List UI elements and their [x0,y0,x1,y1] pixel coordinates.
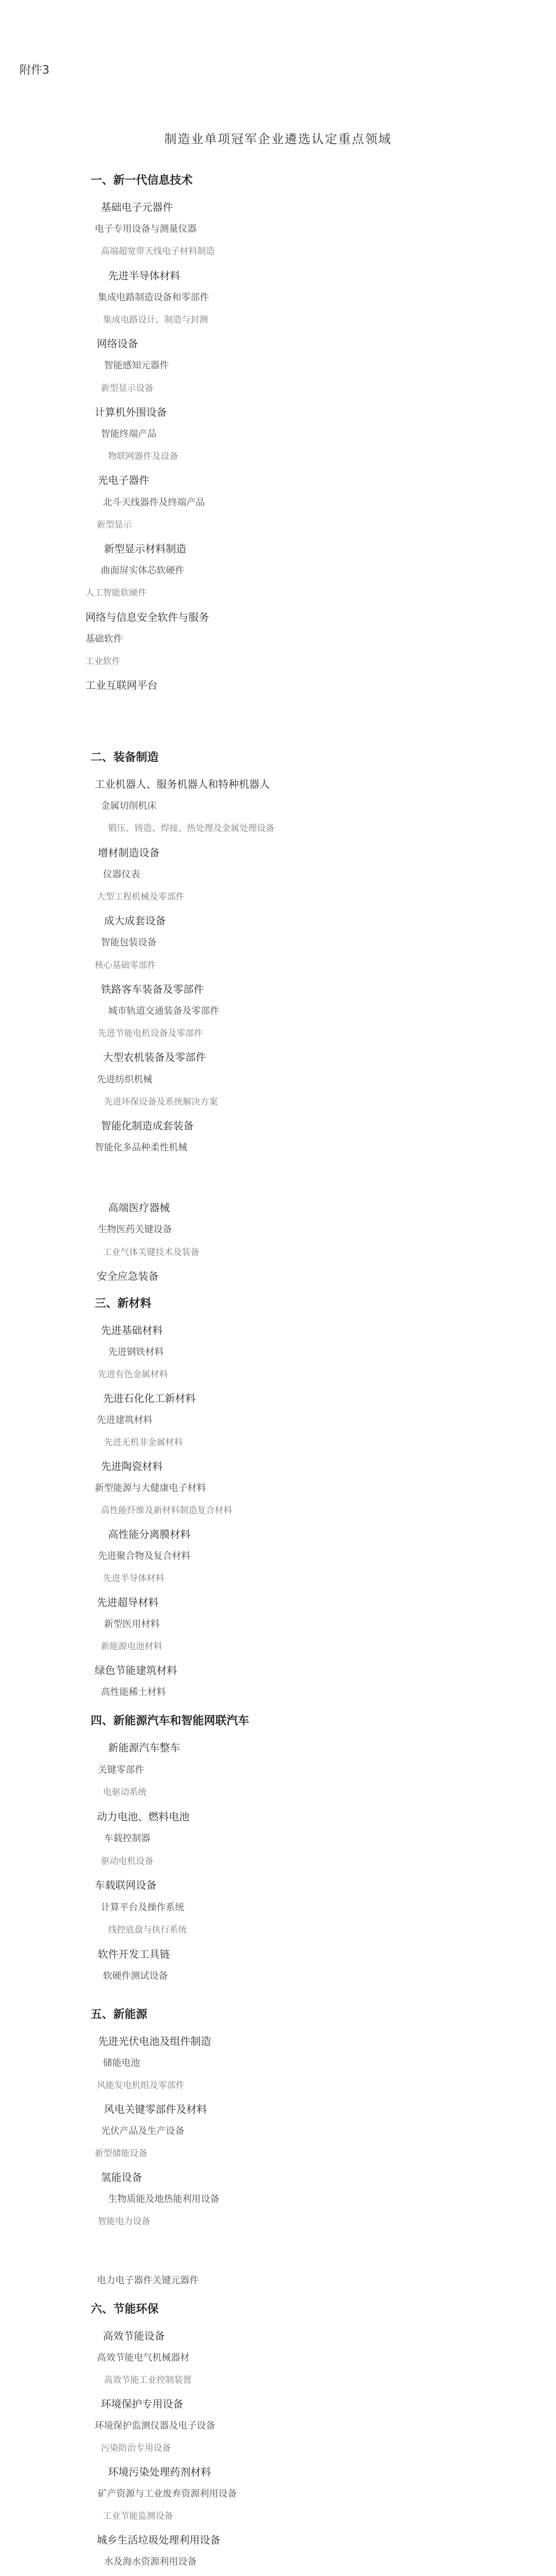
section-heading: 六、节能环保 [91,2303,159,2316]
list-item: 新型储能设备 [95,2148,147,2159]
list-item: 集成电路设计、制造与封测 [103,315,208,325]
section-heading: 三、新材料 [95,1297,152,1310]
list-item: 工业互联网平台 [85,679,158,691]
list-item: 先进半导体材料 [103,1573,164,1584]
list-item: 高端超宽带天线电子材料制造 [101,246,215,257]
list-item: 新型能源与大健康电子材料 [95,1483,206,1494]
list-item: 智能电力设备 [98,2216,150,2227]
list-item: 电力电子器件关键元器件 [97,2275,199,2286]
list-item: 环境污染处理药剂材料 [108,2466,211,2478]
list-item: 网络设备 [97,337,138,350]
list-item: 基础电子元器件 [101,201,173,213]
list-item: 高效节能设备 [103,2330,165,2342]
list-item: 水及海水资源利用设备 [104,2556,197,2567]
list-item: 新能源电池材料 [101,1641,162,1652]
list-item: 车载联网设备 [95,1879,157,1891]
list-item: 人工智能软硬件 [85,588,147,598]
list-item: 先进石化化工新材料 [103,1392,196,1404]
list-item: 污染防治专用设备 [101,2443,171,2453]
list-item: 先进光伏电池及组件制造 [98,2035,211,2047]
section-heading: 五、新能源 [91,2008,148,2021]
list-item: 新型医用材料 [104,1619,160,1630]
list-item: 氢能设备 [101,2171,142,2183]
list-item: 基础软件 [85,634,123,645]
list-item: 先进无机非金属材料 [104,1437,183,1448]
list-item: 风能发电机组及零部件 [97,2080,184,2091]
list-item: 安全应急装备 [97,1270,159,1282]
list-item: 城市轨道交通装备及零部件 [108,1006,219,1016]
list-item: 北斗天线器件及终端产品 [103,497,205,508]
list-item: 先进陶瓷材料 [101,1460,163,1472]
list-item: 绿色节能建筑材料 [95,1664,177,1676]
list-item: 曲面屏实体芯软硬件 [101,565,184,576]
list-item: 高性能纤维及新材料制造复合材料 [101,1505,232,1516]
list-item: 物联网器件及设备 [108,451,178,462]
list-item: 环境保护专用设备 [101,2398,183,2410]
list-item: 风电关键零部件及材料 [104,2103,207,2115]
list-item: 智能终端产品 [101,429,157,439]
list-item: 高端医疗器械 [108,1201,170,1214]
list-item: 动力电池、燃料电池 [97,1810,189,1823]
list-item: 光电子器件 [98,474,149,486]
list-item: 先进有色金属材料 [98,1369,168,1380]
list-item: 工业机器人、服务机器人和特种机器人 [95,778,270,790]
section-heading: 二、装备制造 [91,751,159,764]
list-item: 先进半导体材料 [108,269,180,282]
list-item: 先进基础材料 [101,1324,163,1336]
list-item: 城乡生活垃圾处理利用设备 [97,2534,220,2546]
list-item: 智能化制造成套装备 [101,1120,194,1132]
list-item: 大型农机装备及零部件 [103,1051,206,1063]
list-item: 新型显示 [97,520,132,530]
list-item: 关键零部件 [98,1765,144,1775]
list-item: 新能源汽车整车 [108,1741,180,1754]
list-item: 软件开发工具链 [98,1948,170,1960]
list-item: 铁路客车装备及零部件 [101,983,204,995]
list-item: 网络与信息安全软件与服务 [85,611,209,623]
list-item: 电子专用设备与测量仪器 [95,224,197,234]
list-item: 高效节能电气机械器材 [97,2352,189,2363]
list-item: 矿产资源与工业废弃资源利用设备 [98,2488,237,2499]
list-item: 先进纺织机械 [97,1074,152,1085]
list-item: 高性能稀土材料 [101,1687,166,1698]
list-item: 先进超导材料 [97,1596,159,1608]
list-item: 成大成套设备 [104,914,166,927]
list-item: 工业气体关键技术及装备 [103,1247,199,1258]
list-item: 集成电路制造设备和零部件 [98,292,209,303]
list-item: 光伏产品及生产设备 [101,2126,184,2137]
list-item: 先进建筑材料 [97,1415,152,1426]
list-item: 车载控制器 [104,1833,150,1844]
list-item: 核心基础零部件 [95,960,156,971]
list-item: 驱动电机设备 [101,1856,153,1867]
list-item: 高性能分离膜材料 [108,1528,190,1540]
list-item: 工业软件 [85,656,120,667]
list-item: 智能包装设备 [101,937,157,948]
list-item: 高效节能工业控制装置 [104,2375,192,2385]
list-item: 先进聚合物及复合材料 [98,1551,190,1562]
annex-label: 附件3 [20,64,49,77]
list-item: 生物医药关键设备 [98,1224,172,1235]
document-title: 制造业单项冠军企业遴选认定重点领域 [164,132,392,146]
list-item: 储能电池 [103,2058,140,2069]
list-item: 智能化多品种柔性机械 [95,1142,187,1153]
list-item: 生物质能及地热能利用设备 [108,2194,219,2205]
list-item: 锻压、铸造、焊接、热处理及金属处理设备 [108,823,274,834]
section-heading: 四、新能源汽车和智能网联汽车 [91,1715,250,1727]
list-item: 新型显示设备 [101,383,153,394]
list-item: 仪器仪表 [103,869,140,880]
list-item: 金属切削机床 [101,801,157,811]
list-item: 软硬件测试设备 [103,1971,168,1981]
list-item: 先进节能电机设备及零部件 [98,1028,203,1039]
list-item: 计算机外围设备 [95,406,167,418]
list-item: 工业节能监测设备 [103,2511,173,2521]
section-heading: 一、新一代信息技术 [91,174,193,187]
list-item: 线控底盘与执行系统 [108,1925,187,1935]
list-item: 环境保护监测仪器及电子设备 [95,2420,215,2431]
list-item: 计算平台及操作系统 [101,1902,184,1913]
list-item: 先进钢铁材料 [108,1347,164,1358]
list-item: 电驱动系统 [103,1787,147,1798]
list-item: 大型工程机械及零部件 [97,892,184,902]
list-item: 智能感知元器件 [104,360,169,371]
list-item: 新型显示材料制造 [104,543,186,555]
list-item: 增材制造设备 [98,846,160,859]
list-item: 先进环保设备及系统解决方案 [104,1097,218,1107]
